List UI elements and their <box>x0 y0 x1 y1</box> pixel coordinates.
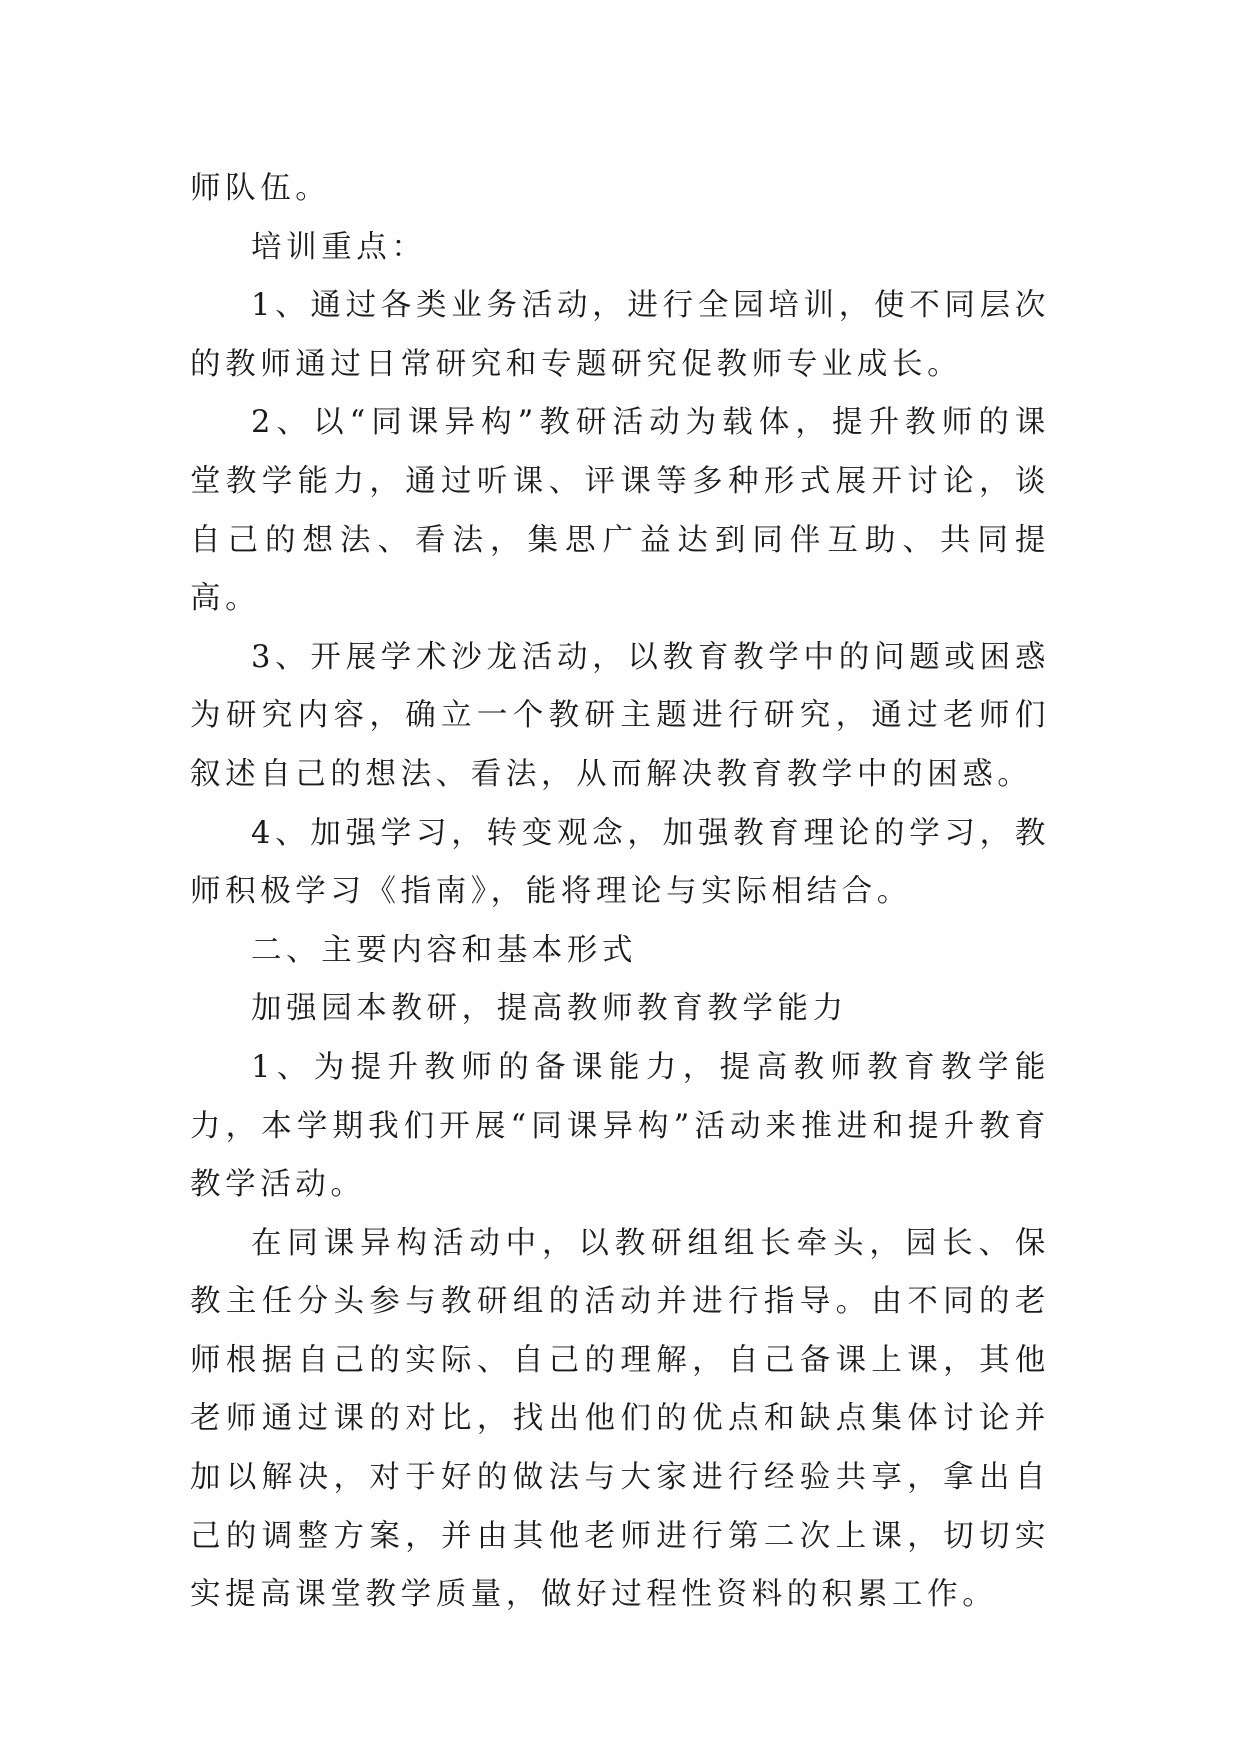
paragraph-content-item-1: 1、为提升教师的备课能力，提高教师教育教学能力，本学期我们开展“同课异构”活动来推进和提升教育教学活动。 <box>190 1049 1050 1203</box>
subsection-heading: 加强园本教研，提高教师教育教学能力 <box>251 991 848 1027</box>
document-body <box>190 160 1050 1625</box>
paragraph-activity-description: 在同课异构活动中，以教研组组长牵头，园长、保教主任分头参与教研组的活动并进行指导。由不同的老师根据自己的实际、自己的理解，自己备课上课，其他老师通过课的对比，找出他们的优点和缺点集体讨论并加以解决，对于好的做法与大家进行经验共享，拿出自己的调整方案，并由其他老师进行第二次上课，切切实实提高课堂教学质量，做好过程性资料的积累工作。 <box>190 1225 1050 1613</box>
paragraph-item-2: 2、以“同课异构”教研活动为载体，提升教师的课堂教学能力，通过听课、评课等多种形式展开讨论，谈自己的想法、看法，集思广益达到同伴互助、共同提高。 <box>190 405 1050 617</box>
paragraph-item-3: 3、开展学术沙龙活动，以教育教学中的问题或困惑为研究内容，确立一个教研主题进行研究，通过老师们叙述自己的想法、看法，从而解决教育教学中的困惑。 <box>190 639 1050 792</box>
paragraph-continuation: 师队伍。 <box>190 171 331 206</box>
paragraph-training-focus-heading: 培训重点： <box>251 229 427 265</box>
section-heading-2: 二、主要内容和基本形式 <box>251 932 638 968</box>
paragraph-item-4: 4、加强学习，转变观念，加强教育理论的学习，教师积极学习《指南》，能将理论与实际相结合。 <box>190 815 1050 910</box>
paragraph-item-1: 1、通过各类业务活动，进行全园培训，使不同层次的教师通过日常研究和专题研究促教师专业成长。 <box>190 288 1050 382</box>
